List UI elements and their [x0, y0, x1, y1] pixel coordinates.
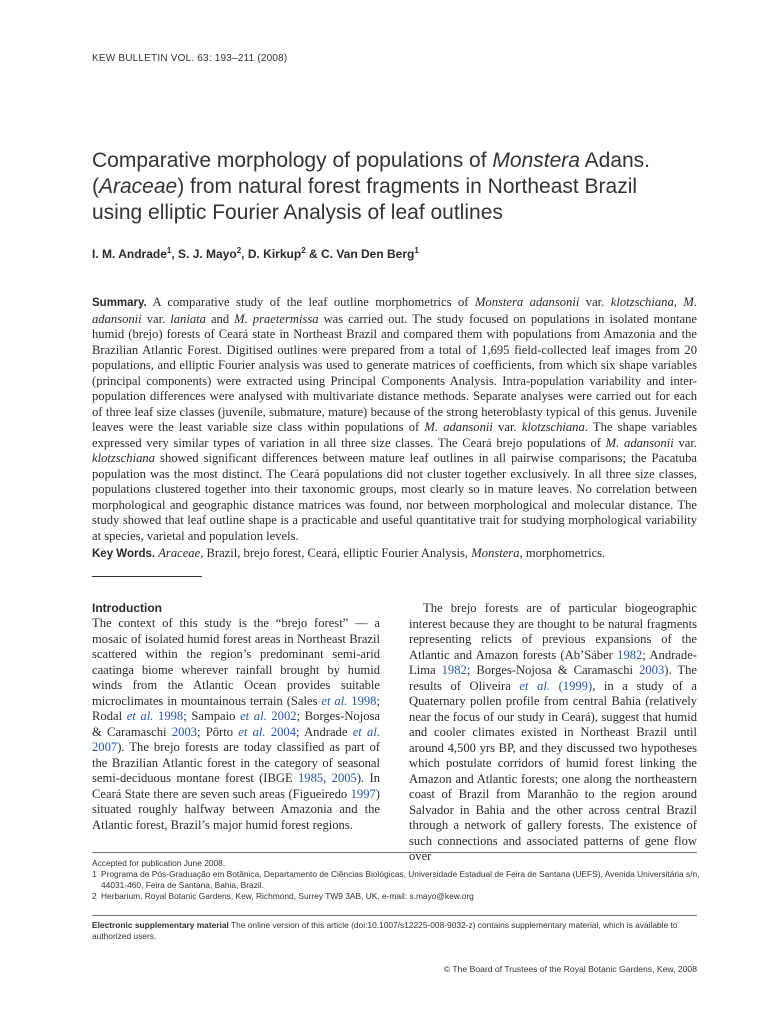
- et-al: et al.: [352, 724, 380, 739]
- section-divider: [92, 576, 202, 577]
- taxon-name: klotzschiana: [92, 451, 155, 465]
- author-name: S. J. Mayo: [178, 247, 237, 261]
- citation-link[interactable]: 1982: [441, 663, 467, 677]
- affiliation-footnote-2: [92, 891, 700, 902]
- citation-link[interactable]: 1985: [297, 771, 324, 785]
- title-line3: using elliptic Fourier Analysis of leaf outlines: [92, 201, 503, 224]
- citation-link[interactable]: 1982: [617, 647, 643, 662]
- footnote-text: Programa de Pós-Graduação em Botânica, Departamento de Ciências Biológicas, Universidade Estadual de Feira de Santana (UEFS), Avenida Universitária s/n, 44031-460, Feira de Santana, Bahia, Brazil.: [101, 869, 700, 890]
- keywords-text: , morphometrics.: [519, 546, 606, 560]
- body-text: ; Borges-Nojosa & Caramaschi: [92, 709, 381, 739]
- body-text: ) situated roughly halfway between Amazonia and the Atlantic forest, Brazil’s major humid forest regions.: [92, 786, 380, 832]
- keyword-taxon: Araceae: [158, 546, 201, 560]
- citation-link[interactable]: 1997: [350, 786, 376, 801]
- title-line1-pre: Comparative morphology of populations of: [92, 149, 493, 172]
- journal-header: KEW BULLETIN VOL. 63: 193–211 (2008): [92, 53, 288, 64]
- citation-link[interactable]: [127, 709, 184, 723]
- body-text: , in a study of a Quaternary pollen profile from central Bahia (relatively near the focus of our study in Ceará), suggest that humid and cooler climates existed in Northeast Brazil until around 4,500 yrs BP, and they discussed two hypotheses which postulate corridors of humid forest linking the Amazon and Atlantic forests; one along the northeastern coast of Brazil from Maranhão to the region around Salvador in Bahia and the other across central Brazil through a network of gallery forests. The existence of such connections and associated patterns of gene flow over: [409, 678, 698, 863]
- citation-link[interactable]: [321, 694, 376, 708]
- footnote-number: 1: [92, 869, 97, 879]
- abstract-text: var.: [579, 295, 611, 309]
- title-line1-post: Adans.: [579, 149, 651, 172]
- abstract-text: var.: [673, 435, 698, 450]
- abstract-text: was carried out. The study focused on populations in isolated montane humid (brejo) forests of Ceará state in Northeast Brazil and compared them with populations from Amazonia and the Brazilian Atlantic Forest. Digitised outlines were prepared from a total of 1,695 field-collected leaf images from 20 populations, and elliptic Fourier analysis was used to generate matrices of coefficients, from which six shape variables (principal components) were extracted using Principal Components Analysis. Intra-population variability and inter-population differences were analysed with multivariate distance methods. Separate analyses were carried out for each of three leaf size classes (juvenile, submature, mature) because of the strong heteroblasty typical of this genus. Juvenile leaves were the least variable size class within populations of: [92, 311, 697, 434]
- citation-year: (1999): [550, 678, 593, 693]
- et-al: et al.: [238, 724, 266, 739]
- et-al: et al.: [126, 709, 154, 723]
- taxon-name: M. adansonii: [424, 420, 493, 434]
- footnote-number: 2: [92, 891, 97, 901]
- citation-link[interactable]: 2005: [331, 771, 357, 785]
- author-affiliation: 1: [414, 246, 419, 255]
- et-al: et al.: [321, 693, 348, 708]
- citation-link[interactable]: [238, 725, 296, 739]
- article-title: [92, 148, 692, 226]
- title-line2-italic: Araceae: [99, 175, 178, 198]
- abstract-text: . The shape variables expressed very similar types of variation in all three size classes. The Ceará brejo populations of: [92, 420, 697, 450]
- author-affiliation: 2: [301, 246, 306, 255]
- body-text: ,: [323, 771, 332, 785]
- keywords-text: , Brazil, brejo forest, Ceará, elliptic Fourier Analysis,: [200, 546, 472, 560]
- body-text: ). The results of Oliveira: [409, 663, 697, 693]
- author-separator: ,: [171, 247, 179, 261]
- abstract-text: A comparative study of the leaf outline morphometrics of: [146, 295, 475, 309]
- footnotes: [92, 858, 700, 902]
- body-text: ; Pôrto: [196, 724, 239, 739]
- keyword-taxon: Monstera: [471, 546, 520, 560]
- taxon-name: Monstera adansonii: [474, 295, 580, 309]
- author-list: [92, 246, 419, 261]
- acceptance-note: Accepted for publication June 2008.: [92, 858, 226, 868]
- citation-link[interactable]: [519, 679, 592, 693]
- intro-paragraph-2: [409, 601, 697, 865]
- title-line1-italic: Monstera: [492, 149, 580, 172]
- et-al: et al.: [240, 709, 267, 723]
- esm-divider: [92, 915, 697, 916]
- copyright-notice: © The Board of Trustees of the Royal Botanic Gardens, Kew, 2008: [443, 964, 697, 974]
- taxon-name: klotzschiana: [610, 295, 674, 309]
- body-text: ; Rodal: [92, 693, 380, 723]
- author-separator: ,: [241, 247, 248, 261]
- supplementary-material-note: [92, 920, 700, 941]
- taxon-name: laniata: [170, 311, 206, 326]
- esm-label: Electronic supplementary material: [92, 920, 229, 930]
- intro-paragraph-1: [92, 616, 380, 833]
- affiliation-footnote-1: [92, 869, 700, 891]
- taxon-name: M. adansonii: [605, 435, 674, 450]
- keywords: [92, 546, 697, 563]
- citation-year: 1998: [153, 709, 184, 723]
- taxon-name: M. praetermissa: [234, 311, 319, 326]
- et-al: et al.: [519, 678, 551, 693]
- body-text: ; Andrade: [296, 724, 353, 739]
- left-column: [92, 601, 380, 833]
- author-affiliation: 2: [236, 246, 242, 255]
- citation-year: 2002: [266, 709, 297, 723]
- author-name: C. Van Den Berg: [320, 247, 415, 261]
- abstract-text: var.: [141, 311, 171, 326]
- body-text: ; Andrade-Lima: [409, 647, 697, 677]
- citation-link[interactable]: 2003: [639, 663, 665, 677]
- right-column: [409, 601, 697, 865]
- section-heading-introduction: Introduction: [92, 601, 162, 615]
- citation-link[interactable]: 2003: [171, 724, 197, 739]
- body-text: ). In Ceará State there are seven such areas (Figueiredo: [92, 771, 381, 801]
- citation-year: 2007: [92, 740, 118, 754]
- keywords-label: Key Words.: [92, 548, 156, 560]
- body-text: ). The brejo forests are today classified as part of the Brazilian Atlantic forest in the category of seasonal semi-deciduous montane forest (IBGE: [92, 740, 380, 785]
- author-affiliation: 1: [166, 246, 172, 255]
- body-text: The context of this study is the “brejo forest” — a mosaic of isolated humid forest areas in Northeast Brazil scattered within the region’s predominant semi-arid caatinga biome wherever rainfall brought by humid winds from the Atlantic Ocean provides suitable microclimates in mountainous terrain (Sales: [92, 616, 380, 708]
- author-separator: &: [305, 247, 321, 261]
- body-text: The brejo forests are of particular biogeographic interest because they are thought to be natural fragments representing relicts of previous expansions of the Atlantic and Amazon forests (Ab’Sáber: [409, 601, 697, 662]
- body-text: ; Sampaio: [183, 709, 241, 723]
- abstract-text: var.: [492, 420, 522, 434]
- abstract-text: and: [205, 311, 235, 326]
- body-text: ; Borges-Nojosa & Caramaschi: [466, 663, 640, 677]
- taxon-name: klotzschiana: [521, 420, 585, 434]
- footnote-divider: [92, 852, 697, 853]
- citation-link[interactable]: [240, 709, 297, 723]
- citation-year: 2004: [265, 724, 297, 739]
- author-name: I. M. Andrade: [92, 247, 167, 261]
- footnote-text: Herbarium, Royal Botanic Gardens, Kew, Richmond, Surrey TW9 3AB, UK. e-mail: s.mayo@kew.org: [101, 891, 474, 901]
- citation-year: 1998: [347, 693, 377, 708]
- author-name: D. Kirkup: [247, 247, 302, 261]
- title-line2-pre: (: [92, 175, 99, 198]
- abstract: [92, 295, 697, 544]
- abstract-text: showed significant differences between mature leaf outlines in all pairwise comparisons; the Pacatuba population was the most distinct. The Ceará populations did not cluster together exclusively. In all three size classes, populations clustered together into their taxonomic groups, most clearly so in mature leaves. No correlation between morphological and geographic distance matrices was found, nor between morphological and molecular distance. The study showed that leaf outline shape is a practicable and useful quantitative trait for studying morphological variability at species, varietal and population levels.: [92, 451, 697, 543]
- title-line2-post: ) from natural forest fragments in Northeast Brazil: [177, 175, 638, 198]
- esm-text: The online version of this article (doi:10.1007/s12225-008-9032-z) contains supplementary material, which is available to authorized users.: [92, 920, 678, 941]
- abstract-text: ,: [673, 295, 684, 309]
- abstract-label: Summary.: [92, 297, 147, 309]
- taxon-name: M. adansonii: [92, 295, 697, 326]
